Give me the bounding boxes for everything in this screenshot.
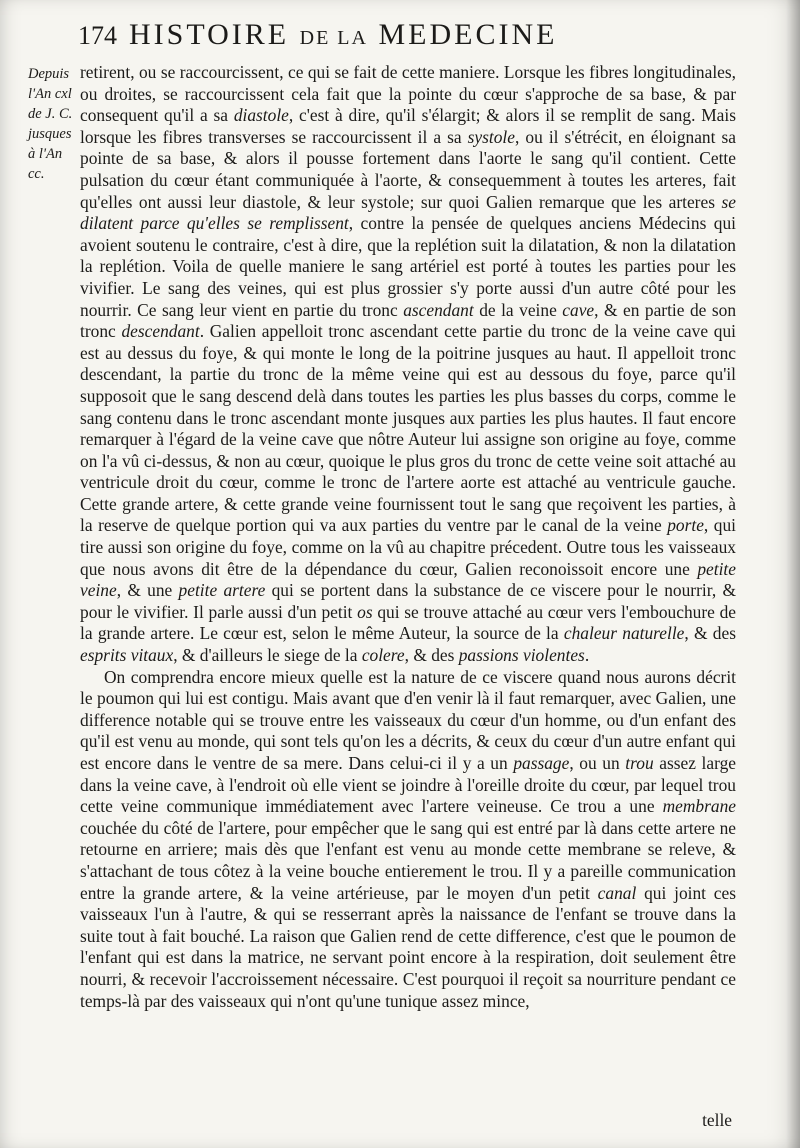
italic-term: cave	[562, 299, 595, 320]
text-run: , ou un	[569, 753, 626, 773]
paragraph	[80, 667, 736, 1013]
margin-note	[28, 64, 84, 184]
margin-note-line: de J. C.	[28, 106, 73, 122]
text-run: qui se trouve attaché au cœur vers l'embouchure de la grande artere. Le cœur est, selon le même Auteur, la source de la	[80, 601, 736, 644]
italic-term: os	[357, 601, 373, 622]
italic-term: diastole	[233, 105, 289, 126]
text-run: , & d'ailleurs le siege de la	[173, 645, 362, 666]
running-title-word: DE LA	[299, 27, 368, 49]
text-run: , & en partie de son tronc	[80, 299, 737, 342]
italic-term: ascendant	[403, 299, 474, 320]
italic-term: porte	[667, 515, 704, 536]
italic-term: chaleur naturelle	[563, 623, 685, 644]
text-run: On comprendra encore mieux quelle est la nature de ce viscere quand nous aurons décrit le poumon qui lui est contigu. Mais avant que d'en venir là il faut remarquer, avec Galien, une difference notable qui se trouve entre les vaisseaux du cœur d'un homme, ou d'un enfant des qu'il est venu au monde, qui sont tels qu'on les a décrits, & ceux du cœur d'un autre enfant qui est encore dans le ventre de sa mere. Dans celui-ci il y a un	[80, 666, 736, 773]
italic-term: descendant	[121, 321, 200, 342]
text-run: , ou il s'étrécit, en éloignant sa pointe de sa base, & alors il pousse fortement dans l'aorte le sang qu'il contient. Cette pulsation du cœur étant communiquée à l'aorte, & consequemment à toutes les arteres, fait qu'elles ont aussi leur diastole, & leur systole; sur quoi Galien remarque que les arteres	[80, 126, 736, 212]
running-title-word: MEDECINE	[378, 18, 558, 51]
running-title	[129, 18, 557, 52]
text-run: , & des	[684, 623, 736, 644]
text-run: retirent, ou se raccourcissent, ce qui se fait de cette maniere. Lorsque les fibres longitudinales, ou droites, se raccourcissent cela fait que la pointe du cœur s'approche de sa base, & par consequent qu'il a sa	[80, 62, 736, 126]
italic-term: esprits vitaux	[80, 645, 174, 666]
italic-term: systole	[467, 126, 515, 147]
italic-term: petite artere	[178, 580, 266, 601]
text-run: qui joint ces vaisseaux l'un à l'autre, & qui se resserrant après la naissance de l'enfant se trouve dans la suite tout à fait bouché. La raison que Galien rend de cette difference, c'est que le poumon de l'enfant qui est dans la matrice, ne servant point encore à la respiration, doit seulement être nourri, & recevoir l'accroissement nécessaire. C'est pourquoi il reçoit sa nourriture pendant ce temps-là par des vaisseaux qui n'ont qu'une tunique assez mince,	[80, 882, 736, 1011]
italic-term: canal	[597, 882, 637, 903]
page-number: 174	[78, 21, 117, 50]
text-run: , & des	[404, 645, 459, 666]
margin-note-line: jusques	[28, 126, 72, 142]
catchword: telle	[702, 1110, 732, 1130]
italic-term: trou	[625, 753, 654, 773]
text-run: .	[584, 645, 590, 666]
italic-term: passage	[513, 753, 570, 773]
margin-note-line: Depuis	[28, 66, 70, 82]
margin-note-line: cc.	[28, 166, 45, 182]
italic-term: colere	[361, 645, 405, 666]
text-run: qui se portent dans la substance de ce viscere pour le nourrir, & pour le vivifier. Il parle aussi d'un petit	[80, 580, 736, 622]
italic-term: se dilatent parce qu'elles se remplissent	[80, 191, 736, 234]
running-header	[78, 18, 778, 58]
text-run: , qui tire aussi son origine du foye, comme on la vû au chapitre précedent. Outre tous les vaisseaux que nous avons dit être de la dépendance du cœur, Galien reconoissoit encore une	[80, 515, 737, 579]
text-run: , & une	[116, 580, 179, 601]
text-run: , c'est à dire, qu'il s'élargit; & alors il se remplit de sang. Mais lorsque les fibres transverses se raccourcissent il a sa	[80, 105, 736, 147]
italic-term: petite veine	[80, 558, 736, 601]
margin-note-line: l'An cxl	[28, 86, 72, 102]
running-title-word: HISTOIRE	[129, 18, 290, 51]
page-edge-shadow	[786, 0, 800, 1148]
text-run: couchée du côté de l'artere, pour empêcher que le sang qui est entré par là dans cette artere ne retourne en arriere; mais dès que l'enfant est venu au monde cette membrane se releve, & s'attachant de tous côtez à la veine bouche entierement le trou. Il y a pareille communication entre la grande artere, & la veine artérieuse, par le moyen d'un petit	[80, 817, 736, 903]
text-run: . Galien appelloit tronc ascendant cette partie du tronc de la veine cave qui est au dessus du foye, & qui monte le long de la poitrine jusques au haut. Il appelloit tronc descendant, la partie du tronc de la même veine qui est au dessous du foye, parce qu'il supposoit que le sang descend delà dans toutes les parties les plus basses du corps, comme le sang contenu dans le tronc ascendant monte jusques aux parties les plus hautes. Il faut encore remarquer à l'égard de la veine cave que nôtre Auteur lui assigne son origine au foye, comme on l'a vû ci-dessus, & non au cœur, quoique le plus gros du tronc de cette veine soit attaché au ventricule droit du cœur, comme le tronc de l'artere aorte est attaché au ventricule gauche. Cette grande artere, & cette grande veine fournissent tout le sang que reçoivent les parties, à la reserve de quelque portion qui va aux parties du ventre par le canal de la veine	[80, 321, 736, 536]
body-text	[80, 62, 736, 1012]
italic-term: membrane	[662, 796, 736, 817]
text-run: de la veine	[473, 299, 563, 320]
italic-term: passions violentes	[458, 645, 585, 666]
text-run: assez large dans la veine cave, à l'endroit où elle vient se joindre à l'oreille droite du cœur, par lequel trou cette veine communique immédiatement avec l'artere veineuse. Ce trou a une	[80, 753, 736, 817]
paragraph	[80, 62, 736, 667]
margin-note-line: à l'An	[28, 146, 63, 162]
text-run: , contre la pensée de quelques anciens Médecins qui avoient soutenu le contraire, c'est à dire, que la replétion suit la dilatation, & non la dilatation la replétion. Voila de quelle maniere le sang artériel est porté à toutes les parties pour les vivifier. Le sang des veines, qui est plus grossier s'y porte aussi d'un autre côté pour les nourrir. Ce sang leur vient en partie du tronc	[80, 213, 736, 320]
